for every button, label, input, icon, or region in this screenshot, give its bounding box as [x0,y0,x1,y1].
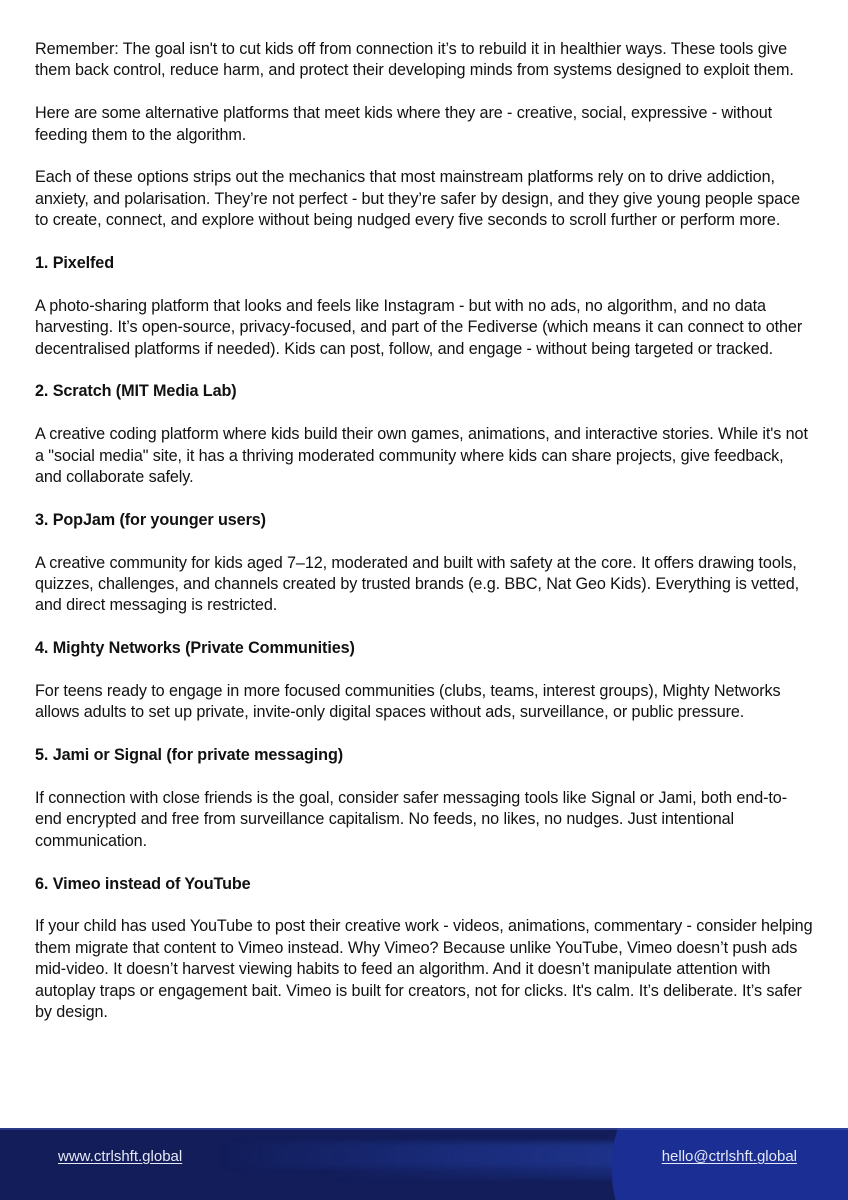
footer-decorative-streak [220,1142,640,1168]
section-popjam [35,510,813,617]
section-body: For teens ready to engage in more focused communities (clubs, teams, interest groups), Mighty Networks allows adults to set up private, invite-only digital spaces without ads, surveillance, or public pressure. [35,682,781,722]
email-link[interactable]: hello@ctrlshft.global [661,1148,797,1165]
section-body: A photo-sharing platform that looks and feels like Instagram - but with no ads, no algorithm, and no data harvesting. It’s open-source, privacy-focused, and part of the Fediverse (which means it can connect to other decentralised platforms if needed). Kids can post, follow, and engage - without being targeted or tracked. [35,296,803,358]
section-heading: 4. Mighty Networks (Private Communities) [35,639,355,658]
document-body [35,39,813,1045]
intro-paragraph-remember: Remember: The goal isn't to cut kids off from connection it’s to rebuild it in healthier ways. These tools give them back control, reduce harm, and protect their developing minds from systems designed to exploit them. [35,40,794,80]
section-body: If your child has used YouTube to post their creative work - videos, animations, commentary - consider helping them migrate that content to Vimeo instead. Why Vimeo? Because unlike YouTube, Vimeo doesn’t push ads mid-video. It doesn’t harvest viewing habits to feed an algorithm. And it doesn’t manipulate attention with autoplay traps or engagement bait. Vimeo is built for creators, not for clicks. It's calm. It’s deliberate. It’s safer by design. [35,917,813,1022]
section-pixelfed [35,253,813,360]
section-jami-signal [35,745,813,852]
section-heading: 2. Scratch (MIT Media Lab) [35,382,237,401]
section-heading: 6. Vimeo instead of YouTube [35,874,251,893]
section-body: A creative community for kids aged 7–12, moderated and built with safety at the core. It offers drawing tools, quizzes, challenges, and channels created by trusted brands (e.g. BBC, Nat Geo Kids). Everything is vetted, and direct messaging is restricted. [35,553,800,615]
footer-divider [0,1128,848,1130]
intro-paragraph-mechanics: Each of these options strips out the mechanics that most mainstream platforms rely on to drive addiction, anxiety, and polarisation. They’re not perfect - but they’re safer by design, and they give young people space to create, connect, and explore without being nudged every five seconds to scroll further or perform more. [35,168,800,230]
section-heading: 5. Jami or Signal (for private messaging) [35,746,344,765]
section-vimeo [35,874,813,1024]
section-body: If connection with close friends is the goal, consider safer messaging tools like Signal or Jami, both end-to-end encrypted and free from surveillance capitalism. No feeds, no likes, no nudges. Just intentional communication. [35,789,788,850]
section-body: A creative coding platform where kids build their own games, animations, and interactive stories. While it's not a "social media" site, it has a thriving moderated community where kids can share projects, give feedback, and collaborate safely. [35,425,808,487]
section-heading: 1. Pixelfed [35,254,114,273]
footer-decorative-streak [320,1168,640,1178]
website-link[interactable]: www.ctrlshft.global [58,1148,183,1165]
intro-paragraph-alternatives: Here are some alternative platforms that meet kids where they are - creative, social, expressive - without feeding them to the algorithm. [35,104,773,144]
section-mighty-networks [35,638,813,724]
section-heading: 3. PopJam (for younger users) [35,510,266,529]
page-footer [0,1128,848,1200]
section-scratch [35,381,813,488]
